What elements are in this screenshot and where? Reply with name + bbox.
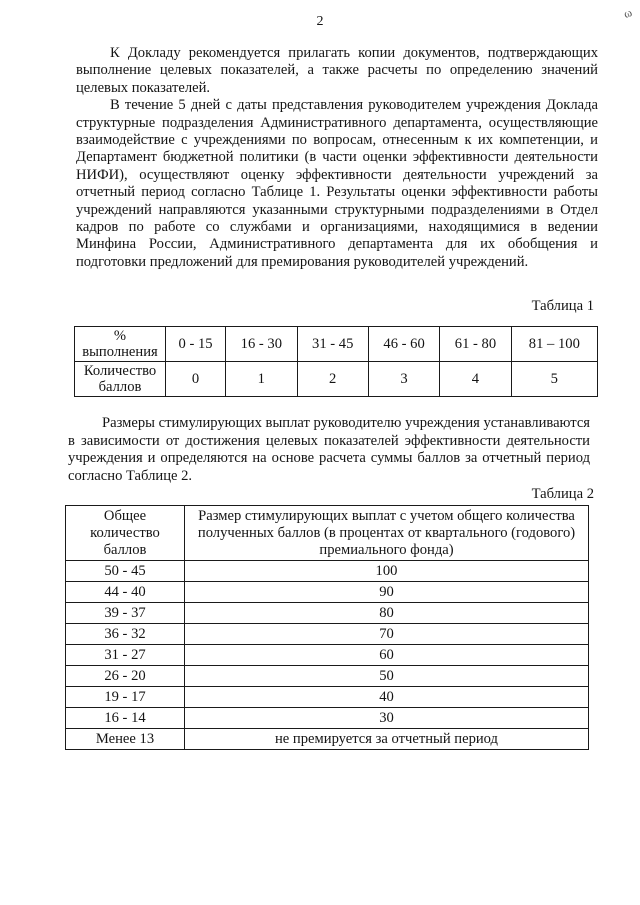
paragraph-1: К Докладу рекомендуется прилагать копии документов, подтверждающих выполнение целевых показателей, а также расчеты по определению значений целевых показателей. bbox=[76, 45, 598, 96]
table2-value-cell: 30 bbox=[185, 708, 589, 729]
table1-row-points bbox=[75, 362, 598, 397]
paragraph-3: Размеры стимулирующих выплат руководителю учреждения устанавливаются в зависимости от достижения целевых показателей эффективности деятельности учреждения и определяются на основе расчета суммы баллов за отчетный период согласно Таблице 2. bbox=[68, 415, 591, 484]
table1-points-cell: 4 bbox=[440, 362, 511, 397]
table2-value-cell: 90 bbox=[185, 582, 589, 603]
table2-value-cell: 70 bbox=[185, 624, 589, 645]
table2-caption: Таблица 2 bbox=[531, 486, 594, 502]
table-row bbox=[66, 729, 589, 750]
page-number: 2 bbox=[316, 14, 324, 29]
table1-caption: Таблица 1 bbox=[531, 298, 594, 314]
table1-range-cell: 0 - 15 bbox=[166, 327, 226, 362]
table1-range-cell: 61 - 80 bbox=[440, 327, 511, 362]
body-text-2 bbox=[68, 415, 590, 485]
table1-range-cell: 46 - 60 bbox=[368, 327, 439, 362]
table-row bbox=[66, 687, 589, 708]
table2-range-cell: Менее 13 bbox=[66, 729, 185, 750]
table1-range-cell: 81 – 100 bbox=[511, 327, 597, 362]
table2-range-cell: 44 - 40 bbox=[66, 582, 185, 603]
table-row bbox=[66, 561, 589, 582]
table1-points-cell: 3 bbox=[368, 362, 439, 397]
table2-range-cell: 31 - 27 bbox=[66, 645, 185, 666]
table2-range-cell: 50 - 45 bbox=[66, 561, 185, 582]
table-row bbox=[66, 666, 589, 687]
table1-points-cell: 1 bbox=[226, 362, 297, 397]
table1-row-percent bbox=[75, 327, 598, 362]
table1-row-header-points: Количество баллов bbox=[75, 362, 166, 397]
table-row bbox=[66, 582, 589, 603]
table1-points-cell: 2 bbox=[297, 362, 368, 397]
paragraph-2: В течение 5 дней с даты представления руководителем учреждения Доклада структурные подразделения Административного департамента, осуществляющие взаимодействие с учреждениями по вопросам, отнесенным к их компетенции, и Департамент бюджетной политики (в части оценки эффективности деятельности НИФИ), осуществляют оценку эффективности деятельности учреждений за отчетный период согласно Таблице 1. Результаты оценки эффективности работы учреждений направляются указанными структурными подразделениями в Отдел кадров по работе со службами и организациями, находящимися в ведении Минфина России, Административного департамента для их обобщения и подготовки предложений для премирования руководителей учреждений. bbox=[76, 97, 598, 270]
table1-row-header-percent: % выполнения bbox=[75, 327, 166, 362]
table2-value-cell: 80 bbox=[185, 603, 589, 624]
table-2 bbox=[65, 505, 589, 750]
table2-value-cell: 50 bbox=[185, 666, 589, 687]
table2-range-cell: 39 - 37 bbox=[66, 603, 185, 624]
table2-value-cell: 60 bbox=[185, 645, 589, 666]
table-row bbox=[66, 624, 589, 645]
table1-points-cell: 0 bbox=[166, 362, 226, 397]
table2-value-cell: 100 bbox=[185, 561, 589, 582]
table2-header-row bbox=[66, 506, 589, 561]
table2-value-cell: не премируется за отчетный период bbox=[185, 729, 589, 750]
table-row bbox=[66, 708, 589, 729]
table-1 bbox=[74, 326, 598, 397]
table2-range-cell: 19 - 17 bbox=[66, 687, 185, 708]
table-row bbox=[66, 645, 589, 666]
body-text bbox=[76, 45, 598, 271]
table2-range-cell: 26 - 20 bbox=[66, 666, 185, 687]
table1-range-cell: 16 - 30 bbox=[226, 327, 297, 362]
table2-range-cell: 36 - 32 bbox=[66, 624, 185, 645]
table2-range-cell: 16 - 14 bbox=[66, 708, 185, 729]
table2-col2-header: Размер стимулирующих выплат с учетом общего количества полученных баллов (в процентах от квартального (годового) премиального фонда) bbox=[185, 506, 589, 561]
table1-range-cell: 31 - 45 bbox=[297, 327, 368, 362]
table-row bbox=[66, 603, 589, 624]
table2-col1-header: Общее количество баллов bbox=[66, 506, 185, 561]
table2-value-cell: 40 bbox=[185, 687, 589, 708]
table1-points-cell: 5 bbox=[511, 362, 597, 397]
corner-mark: ω bbox=[621, 5, 634, 21]
